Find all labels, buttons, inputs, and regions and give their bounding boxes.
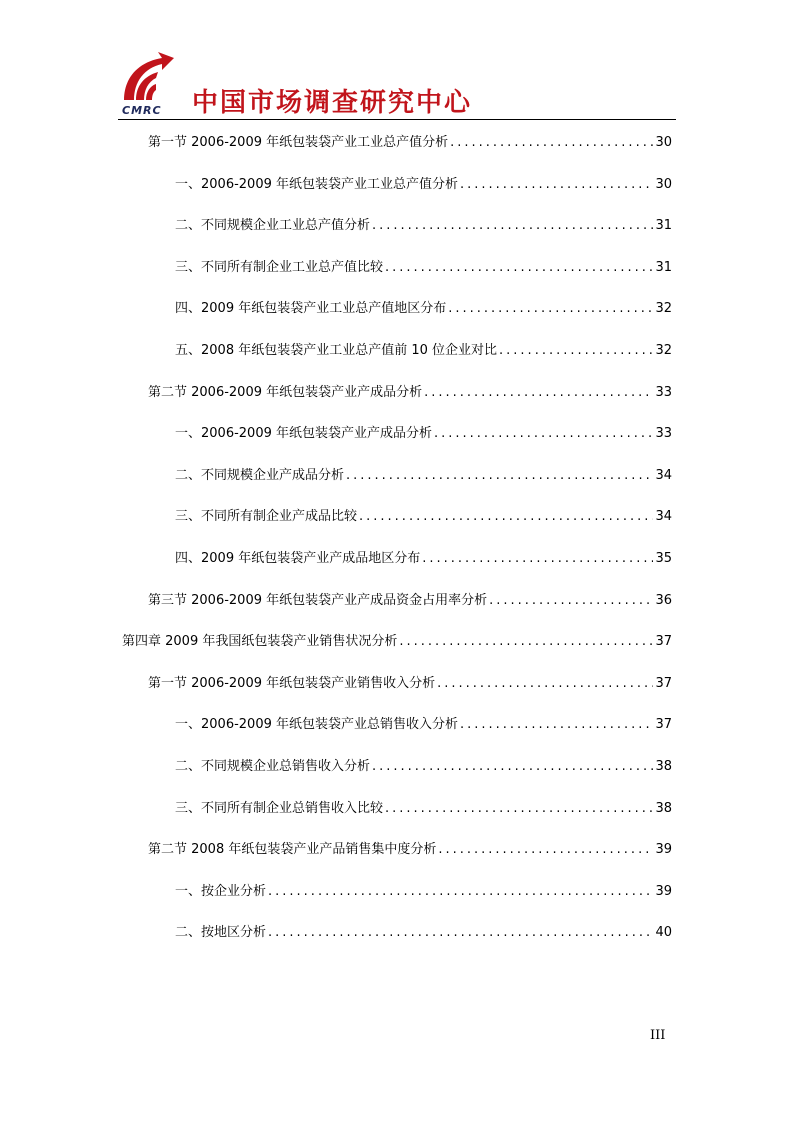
toc-entry[interactable]: [175, 757, 672, 777]
toc-entry[interactable]: [175, 216, 672, 236]
header-divider: [118, 119, 676, 120]
toc-entry-page: 39: [655, 884, 672, 899]
toc-entry-page: 35: [655, 551, 672, 566]
toc-dot-leader: [448, 299, 653, 319]
toc-entry[interactable]: [175, 799, 672, 819]
toc-entry-label: 一、2006-2009 年纸包装袋产业产成品分析: [175, 426, 432, 441]
toc-entry-page: 30: [655, 177, 672, 192]
toc-entry-label: 一、2006-2009 年纸包装袋产业总销售收入分析: [175, 717, 458, 732]
toc-dot-leader: [437, 674, 653, 694]
toc-dot-leader: [385, 799, 653, 819]
toc-dot-leader: [460, 175, 653, 195]
toc-entry-page: 33: [655, 426, 672, 441]
toc-entry[interactable]: [175, 424, 672, 444]
toc-entry-page: 31: [655, 218, 672, 233]
toc-entry-label: 五、2008 年纸包装袋产业工业总产值前 10 位企业对比: [175, 343, 498, 358]
toc-dot-leader: [346, 466, 653, 486]
logo-text: CMRC: [122, 104, 162, 117]
toc-entry-label: 三、不同所有制企业工业总产值比较: [175, 260, 384, 275]
toc-dot-leader: [450, 133, 653, 153]
toc-entry-label: 四、2009 年纸包装袋产业工业总产值地区分布: [175, 301, 447, 316]
toc-entry[interactable]: [175, 507, 672, 527]
toc-entry[interactable]: [175, 341, 672, 361]
toc-entry-page: 37: [655, 634, 672, 649]
toc-entry[interactable]: [175, 175, 672, 195]
toc-entry[interactable]: [175, 549, 672, 569]
toc-dot-leader: [372, 757, 653, 777]
toc-entry-page: 37: [655, 676, 672, 691]
toc-entry-label: 第二节 2008 年纸包装袋产业产品销售集中度分析: [148, 842, 437, 857]
toc-entry[interactable]: [175, 715, 672, 735]
toc-entry-label: 一、2006-2009 年纸包装袋产业工业总产值分析: [175, 177, 458, 192]
toc-dot-leader: [489, 591, 653, 611]
toc-entry-page: 32: [655, 343, 672, 358]
toc-entry[interactable]: [148, 133, 672, 153]
toc-entry[interactable]: [175, 882, 672, 902]
toc-entry-label: 第一节 2006-2009 年纸包装袋产业工业总产值分析: [148, 135, 449, 150]
toc-entry-page: 33: [655, 385, 672, 400]
toc-entry-label: 一、按企业分析: [175, 884, 267, 899]
toc-entry-page: 37: [655, 717, 672, 732]
toc-entry-label: 四、2009 年纸包装袋产业产成品地区分布: [175, 551, 421, 566]
toc-entry-page: 39: [655, 842, 672, 857]
toc-dot-leader: [424, 383, 653, 403]
toc-entry-page: 32: [655, 301, 672, 316]
toc-dot-leader: [499, 341, 653, 361]
toc-entry-page: 34: [655, 509, 672, 524]
toc-entry-page: 36: [655, 593, 672, 608]
toc-dot-leader: [385, 258, 653, 278]
toc-entry[interactable]: [122, 632, 672, 652]
toc-dot-leader: [399, 632, 653, 652]
toc-dot-leader: [268, 923, 653, 943]
toc-dot-leader: [422, 549, 653, 569]
toc-entry-page: 40: [655, 925, 672, 940]
toc-entry-label: 三、不同所有制企业总销售收入比较: [175, 801, 384, 816]
toc-entry-page: 38: [655, 759, 672, 774]
brand-name: 中国市场调查研究中心: [192, 88, 473, 118]
toc-entry-page: 31: [655, 260, 672, 275]
toc-entry[interactable]: [175, 258, 672, 278]
toc-entry-label: 三、不同所有制企业产成品比较: [175, 509, 358, 524]
toc-entry-page: 30: [655, 135, 672, 150]
toc-entry[interactable]: [148, 591, 672, 611]
toc-entry[interactable]: [175, 299, 672, 319]
toc-entry[interactable]: [175, 466, 672, 486]
page-number: III: [650, 1028, 666, 1043]
page-header: [118, 48, 676, 120]
toc-entry-label: 第二节 2006-2009 年纸包装袋产业产成品分析: [148, 385, 423, 400]
toc-entry-label: 第四章 2009 年我国纸包装袋产业销售状况分析: [122, 634, 398, 649]
toc-entry-label: 二、按地区分析: [175, 925, 267, 940]
toc-entry[interactable]: [148, 674, 672, 694]
toc-entry[interactable]: [148, 383, 672, 403]
toc-dot-leader: [460, 715, 653, 735]
toc-entry-page: 34: [655, 468, 672, 483]
toc-entry-label: 第三节 2006-2009 年纸包装袋产业产成品资金占用率分析: [148, 593, 488, 608]
toc-dot-leader: [359, 507, 653, 527]
toc-entry[interactable]: [148, 840, 672, 860]
toc-dot-leader: [434, 424, 653, 444]
toc-entry-label: 第一节 2006-2009 年纸包装袋产业销售收入分析: [148, 676, 436, 691]
toc-entry-label: 二、不同规模企业产成品分析: [175, 468, 345, 483]
toc-dot-leader: [438, 840, 653, 860]
toc-entry-label: 二、不同规模企业工业总产值分析: [175, 218, 371, 233]
toc-entry[interactable]: [175, 923, 672, 943]
toc-dot-leader: [268, 882, 653, 902]
toc-entry-page: 38: [655, 801, 672, 816]
toc-dot-leader: [372, 216, 653, 236]
toc-entry-label: 二、不同规模企业总销售收入分析: [175, 759, 371, 774]
